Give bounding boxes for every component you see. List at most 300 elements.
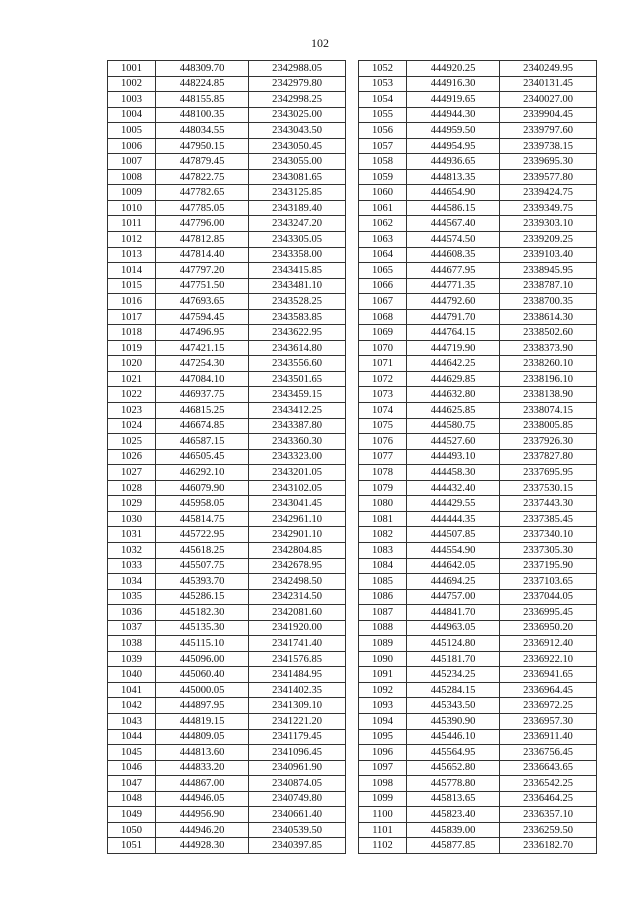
table-row <box>359 651 597 667</box>
x-coordinate-cell: 445564.95 <box>407 745 500 761</box>
table-row <box>108 760 346 776</box>
point-number-cell: 1097 <box>359 760 407 776</box>
y-coordinate-cell: 2343043.50 <box>249 123 346 139</box>
point-number-cell: 1016 <box>108 294 156 310</box>
y-coordinate-cell: 2337926.30 <box>500 434 597 450</box>
y-coordinate-cell: 2336957.30 <box>500 713 597 729</box>
point-number-cell: 1055 <box>359 107 407 123</box>
table-row <box>359 542 597 558</box>
y-coordinate-cell: 2343201.05 <box>249 465 346 481</box>
y-coordinate-cell: 2336643.65 <box>500 760 597 776</box>
point-number-cell: 1087 <box>359 605 407 621</box>
point-number-cell: 1067 <box>359 294 407 310</box>
table-row <box>359 76 597 92</box>
x-coordinate-cell: 444632.80 <box>407 387 500 403</box>
table-row <box>359 745 597 761</box>
point-number-cell: 1050 <box>108 822 156 838</box>
y-coordinate-cell: 2342961.10 <box>249 511 346 527</box>
x-coordinate-cell: 444791.70 <box>407 309 500 325</box>
y-coordinate-cell: 2341576.85 <box>249 651 346 667</box>
y-coordinate-cell: 2336542.25 <box>500 776 597 792</box>
y-coordinate-cell: 2336950.20 <box>500 620 597 636</box>
point-number-cell: 1054 <box>359 92 407 108</box>
table-row <box>359 263 597 279</box>
x-coordinate-cell: 448100.35 <box>156 107 249 123</box>
table-row <box>108 278 346 294</box>
x-coordinate-cell: 444936.65 <box>407 154 500 170</box>
y-coordinate-cell: 2338945.95 <box>500 263 597 279</box>
point-number-cell: 1092 <box>359 682 407 698</box>
x-coordinate-cell: 445096.00 <box>156 651 249 667</box>
point-number-cell: 1101 <box>359 822 407 838</box>
point-number-cell: 1062 <box>359 216 407 232</box>
point-number-cell: 1082 <box>359 527 407 543</box>
table-row <box>108 371 346 387</box>
y-coordinate-cell: 2338700.35 <box>500 294 597 310</box>
page-number: 102 <box>311 36 329 50</box>
point-number-cell: 1100 <box>359 807 407 823</box>
point-number-cell: 1078 <box>359 465 407 481</box>
point-number-cell: 1014 <box>108 263 156 279</box>
table-row <box>359 185 597 201</box>
table-row <box>359 667 597 683</box>
table-row <box>359 605 597 621</box>
y-coordinate-cell: 2341221.20 <box>249 713 346 729</box>
y-coordinate-cell: 2339695.30 <box>500 154 597 170</box>
table-row <box>359 138 597 154</box>
point-number-cell: 1057 <box>359 138 407 154</box>
x-coordinate-cell: 445618.25 <box>156 542 249 558</box>
x-coordinate-cell: 444809.05 <box>156 729 249 745</box>
point-number-cell: 1018 <box>108 325 156 341</box>
x-coordinate-cell: 445823.40 <box>407 807 500 823</box>
y-coordinate-cell: 2342988.05 <box>249 61 346 77</box>
table-row <box>359 574 597 590</box>
y-coordinate-cell: 2338260.10 <box>500 356 597 372</box>
table-row <box>108 542 346 558</box>
table-row <box>359 418 597 434</box>
point-number-cell: 1004 <box>108 107 156 123</box>
table-row <box>359 107 597 123</box>
point-number-cell: 1007 <box>108 154 156 170</box>
x-coordinate-cell: 447814.40 <box>156 247 249 263</box>
x-coordinate-cell: 444916.30 <box>407 76 500 92</box>
y-coordinate-cell: 2337695.95 <box>500 465 597 481</box>
x-coordinate-cell: 445877.85 <box>407 838 500 854</box>
point-number-cell: 1098 <box>359 776 407 792</box>
point-number-cell: 1058 <box>359 154 407 170</box>
point-number-cell: 1083 <box>359 542 407 558</box>
x-coordinate-cell: 444897.95 <box>156 698 249 714</box>
table-row <box>359 371 597 387</box>
table-row <box>359 776 597 792</box>
x-coordinate-cell: 444444.35 <box>407 511 500 527</box>
table-row <box>359 558 597 574</box>
coordinate-table-left <box>107 60 346 854</box>
y-coordinate-cell: 2336259.50 <box>500 822 597 838</box>
y-coordinate-cell: 2342998.25 <box>249 92 346 108</box>
point-number-cell: 1002 <box>108 76 156 92</box>
table-row <box>359 278 597 294</box>
y-coordinate-cell: 2337340.10 <box>500 527 597 543</box>
y-coordinate-cell: 2336972.25 <box>500 698 597 714</box>
y-coordinate-cell: 2340131.45 <box>500 76 597 92</box>
point-number-cell: 1015 <box>108 278 156 294</box>
point-number-cell: 1060 <box>359 185 407 201</box>
x-coordinate-cell: 445284.15 <box>407 682 500 698</box>
table-row <box>108 822 346 838</box>
y-coordinate-cell: 2336912.40 <box>500 636 597 652</box>
x-coordinate-cell: 445000.05 <box>156 682 249 698</box>
point-number-cell: 1080 <box>359 496 407 512</box>
y-coordinate-cell: 2343360.30 <box>249 434 346 450</box>
x-coordinate-cell: 444833.20 <box>156 760 249 776</box>
table-row <box>359 698 597 714</box>
point-number-cell: 1006 <box>108 138 156 154</box>
x-coordinate-cell: 444764.15 <box>407 325 500 341</box>
y-coordinate-cell: 2343556.60 <box>249 356 346 372</box>
x-coordinate-cell: 444586.15 <box>407 200 500 216</box>
x-coordinate-cell: 447785.05 <box>156 200 249 216</box>
point-number-cell: 1049 <box>108 807 156 823</box>
y-coordinate-cell: 2339303.10 <box>500 216 597 232</box>
x-coordinate-cell: 444867.00 <box>156 776 249 792</box>
table-row <box>359 449 597 465</box>
table-row <box>108 434 346 450</box>
x-coordinate-cell: 444959.50 <box>407 123 500 139</box>
y-coordinate-cell: 2337305.30 <box>500 542 597 558</box>
x-coordinate-cell: 444920.25 <box>407 61 500 77</box>
table-row <box>108 713 346 729</box>
table-row <box>359 682 597 698</box>
table-row <box>359 403 597 419</box>
y-coordinate-cell: 2342804.85 <box>249 542 346 558</box>
y-coordinate-cell: 2336964.45 <box>500 682 597 698</box>
y-coordinate-cell: 2338138.90 <box>500 387 597 403</box>
table-row <box>359 465 597 481</box>
point-number-cell: 1031 <box>108 527 156 543</box>
y-coordinate-cell: 2337530.15 <box>500 480 597 496</box>
y-coordinate-cell: 2343323.00 <box>249 449 346 465</box>
y-coordinate-cell: 2343102.05 <box>249 480 346 496</box>
point-number-cell: 1012 <box>108 232 156 248</box>
y-coordinate-cell: 2340397.85 <box>249 838 346 854</box>
y-coordinate-cell: 2336995.45 <box>500 605 597 621</box>
point-number-cell: 1074 <box>359 403 407 419</box>
x-coordinate-cell: 445813.65 <box>407 791 500 807</box>
x-coordinate-cell: 445182.30 <box>156 605 249 621</box>
point-number-cell: 1086 <box>359 589 407 605</box>
x-coordinate-cell: 447084.10 <box>156 371 249 387</box>
y-coordinate-cell: 2340961.90 <box>249 760 346 776</box>
y-coordinate-cell: 2338074.15 <box>500 403 597 419</box>
point-number-cell: 1032 <box>108 542 156 558</box>
table-row <box>359 169 597 185</box>
x-coordinate-cell: 445446.10 <box>407 729 500 745</box>
x-coordinate-cell: 444429.55 <box>407 496 500 512</box>
table-row <box>359 791 597 807</box>
point-number-cell: 1003 <box>108 92 156 108</box>
x-coordinate-cell: 445722.95 <box>156 527 249 543</box>
x-coordinate-cell: 446815.25 <box>156 403 249 419</box>
point-number-cell: 1026 <box>108 449 156 465</box>
point-number-cell: 1068 <box>359 309 407 325</box>
table-row <box>108 667 346 683</box>
y-coordinate-cell: 2337443.30 <box>500 496 597 512</box>
table-row <box>359 620 597 636</box>
y-coordinate-cell: 2343501.65 <box>249 371 346 387</box>
x-coordinate-cell: 448034.55 <box>156 123 249 139</box>
x-coordinate-cell: 444432.40 <box>407 480 500 496</box>
x-coordinate-cell: 445181.70 <box>407 651 500 667</box>
y-coordinate-cell: 2339904.45 <box>500 107 597 123</box>
point-number-cell: 1081 <box>359 511 407 527</box>
point-number-cell: 1099 <box>359 791 407 807</box>
x-coordinate-cell: 444654.90 <box>407 185 500 201</box>
x-coordinate-cell: 444841.70 <box>407 605 500 621</box>
table-row <box>108 325 346 341</box>
point-number-cell: 1035 <box>108 589 156 605</box>
x-coordinate-cell: 445839.00 <box>407 822 500 838</box>
x-coordinate-cell: 444956.90 <box>156 807 249 823</box>
x-coordinate-cell: 445060.40 <box>156 667 249 683</box>
y-coordinate-cell: 2337195.90 <box>500 558 597 574</box>
table-row <box>108 403 346 419</box>
table-row <box>108 61 346 77</box>
table-row <box>359 760 597 776</box>
table-row <box>108 247 346 263</box>
table-row <box>359 200 597 216</box>
y-coordinate-cell: 2341096.45 <box>249 745 346 761</box>
x-coordinate-cell: 444813.60 <box>156 745 249 761</box>
table-row <box>108 729 346 745</box>
table-row <box>359 247 597 263</box>
point-number-cell: 1025 <box>108 434 156 450</box>
point-number-cell: 1053 <box>359 76 407 92</box>
table-row <box>108 418 346 434</box>
y-coordinate-cell: 2341484.95 <box>249 667 346 683</box>
x-coordinate-cell: 447796.00 <box>156 216 249 232</box>
table-row <box>359 294 597 310</box>
point-number-cell: 1037 <box>108 620 156 636</box>
point-number-cell: 1075 <box>359 418 407 434</box>
table-row <box>359 589 597 605</box>
table-row <box>359 822 597 838</box>
table-row <box>359 480 597 496</box>
x-coordinate-cell: 448224.85 <box>156 76 249 92</box>
table-row <box>108 776 346 792</box>
table-row <box>359 807 597 823</box>
table-row <box>359 232 597 248</box>
x-coordinate-cell: 445286.15 <box>156 589 249 605</box>
x-coordinate-cell: 444554.90 <box>407 542 500 558</box>
y-coordinate-cell: 2336922.10 <box>500 651 597 667</box>
table-row <box>108 216 346 232</box>
x-coordinate-cell: 445958.05 <box>156 496 249 512</box>
y-coordinate-cell: 2336756.45 <box>500 745 597 761</box>
point-number-cell: 1044 <box>108 729 156 745</box>
y-coordinate-cell: 2336464.25 <box>500 791 597 807</box>
point-number-cell: 1088 <box>359 620 407 636</box>
point-number-cell: 1005 <box>108 123 156 139</box>
x-coordinate-cell: 445115.10 <box>156 636 249 652</box>
point-number-cell: 1102 <box>359 838 407 854</box>
x-coordinate-cell: 444954.95 <box>407 138 500 154</box>
x-coordinate-cell: 444608.35 <box>407 247 500 263</box>
point-number-cell: 1077 <box>359 449 407 465</box>
y-coordinate-cell: 2342498.50 <box>249 574 346 590</box>
table-row <box>359 387 597 403</box>
point-number-cell: 1022 <box>108 387 156 403</box>
coordinate-table-right <box>358 60 597 854</box>
y-coordinate-cell: 2343583.85 <box>249 309 346 325</box>
table-row <box>108 309 346 325</box>
x-coordinate-cell: 444771.35 <box>407 278 500 294</box>
table-row <box>359 309 597 325</box>
y-coordinate-cell: 2343041.45 <box>249 496 346 512</box>
point-number-cell: 1071 <box>359 356 407 372</box>
y-coordinate-cell: 2343189.40 <box>249 200 346 216</box>
y-coordinate-cell: 2343614.80 <box>249 340 346 356</box>
y-coordinate-cell: 2343415.85 <box>249 263 346 279</box>
table-row <box>359 838 597 854</box>
x-coordinate-cell: 444813.35 <box>407 169 500 185</box>
table-row <box>359 61 597 77</box>
y-coordinate-cell: 2343481.10 <box>249 278 346 294</box>
x-coordinate-cell: 447879.45 <box>156 154 249 170</box>
y-coordinate-cell: 2343305.05 <box>249 232 346 248</box>
table-row <box>108 636 346 652</box>
y-coordinate-cell: 2340874.05 <box>249 776 346 792</box>
table-row <box>108 605 346 621</box>
y-coordinate-cell: 2338373.90 <box>500 340 597 356</box>
point-number-cell: 1042 <box>108 698 156 714</box>
y-coordinate-cell: 2338614.30 <box>500 309 597 325</box>
y-coordinate-cell: 2343412.25 <box>249 403 346 419</box>
table-row <box>108 745 346 761</box>
table-row <box>359 154 597 170</box>
point-number-cell: 1066 <box>359 278 407 294</box>
x-coordinate-cell: 444493.10 <box>407 449 500 465</box>
x-coordinate-cell: 444642.05 <box>407 558 500 574</box>
y-coordinate-cell: 2341402.35 <box>249 682 346 698</box>
x-coordinate-cell: 447693.65 <box>156 294 249 310</box>
x-coordinate-cell: 445778.80 <box>407 776 500 792</box>
point-number-cell: 1046 <box>108 760 156 776</box>
point-number-cell: 1079 <box>359 480 407 496</box>
point-number-cell: 1009 <box>108 185 156 201</box>
table-row <box>108 527 346 543</box>
x-coordinate-cell: 444963.05 <box>407 620 500 636</box>
table-row <box>359 325 597 341</box>
x-coordinate-cell: 444625.85 <box>407 403 500 419</box>
x-coordinate-cell: 444757.00 <box>407 589 500 605</box>
x-coordinate-cell: 445507.75 <box>156 558 249 574</box>
x-coordinate-cell: 444567.40 <box>407 216 500 232</box>
point-number-cell: 1094 <box>359 713 407 729</box>
x-coordinate-cell: 446674.85 <box>156 418 249 434</box>
x-coordinate-cell: 447822.75 <box>156 169 249 185</box>
point-number-cell: 1096 <box>359 745 407 761</box>
y-coordinate-cell: 2339424.75 <box>500 185 597 201</box>
y-coordinate-cell: 2336357.10 <box>500 807 597 823</box>
table-row <box>108 465 346 481</box>
x-coordinate-cell: 445652.80 <box>407 760 500 776</box>
table-row <box>359 496 597 512</box>
x-coordinate-cell: 448309.70 <box>156 61 249 77</box>
point-number-cell: 1090 <box>359 651 407 667</box>
point-number-cell: 1064 <box>359 247 407 263</box>
y-coordinate-cell: 2336941.65 <box>500 667 597 683</box>
x-coordinate-cell: 445814.75 <box>156 511 249 527</box>
table-row <box>108 620 346 636</box>
x-coordinate-cell: 444574.50 <box>407 232 500 248</box>
table-row <box>359 216 597 232</box>
y-coordinate-cell: 2343125.85 <box>249 185 346 201</box>
y-coordinate-cell: 2338196.10 <box>500 371 597 387</box>
table-row <box>359 511 597 527</box>
point-number-cell: 1052 <box>359 61 407 77</box>
x-coordinate-cell: 447797.20 <box>156 263 249 279</box>
y-coordinate-cell: 2343081.65 <box>249 169 346 185</box>
y-coordinate-cell: 2343055.00 <box>249 154 346 170</box>
x-coordinate-cell: 446079.90 <box>156 480 249 496</box>
table-row <box>108 294 346 310</box>
point-number-cell: 1011 <box>108 216 156 232</box>
point-number-cell: 1085 <box>359 574 407 590</box>
point-number-cell: 1040 <box>108 667 156 683</box>
point-number-cell: 1033 <box>108 558 156 574</box>
y-coordinate-cell: 2336911.40 <box>500 729 597 745</box>
y-coordinate-cell: 2339209.25 <box>500 232 597 248</box>
point-number-cell: 1045 <box>108 745 156 761</box>
point-number-cell: 1084 <box>359 558 407 574</box>
x-coordinate-cell: 444928.30 <box>156 838 249 854</box>
x-coordinate-cell: 447751.50 <box>156 278 249 294</box>
table-row <box>108 107 346 123</box>
table-row <box>108 791 346 807</box>
x-coordinate-cell: 444458.30 <box>407 465 500 481</box>
x-coordinate-cell: 445390.90 <box>407 713 500 729</box>
point-number-cell: 1021 <box>108 371 156 387</box>
point-number-cell: 1051 <box>108 838 156 854</box>
y-coordinate-cell: 2341309.10 <box>249 698 346 714</box>
table-row <box>108 138 346 154</box>
y-coordinate-cell: 2343528.25 <box>249 294 346 310</box>
table-row <box>108 511 346 527</box>
x-coordinate-cell: 446937.75 <box>156 387 249 403</box>
x-coordinate-cell: 447594.45 <box>156 309 249 325</box>
y-coordinate-cell: 2336182.70 <box>500 838 597 854</box>
x-coordinate-cell: 444946.20 <box>156 822 249 838</box>
table-row <box>108 807 346 823</box>
x-coordinate-cell: 444694.25 <box>407 574 500 590</box>
x-coordinate-cell: 447950.15 <box>156 138 249 154</box>
point-number-cell: 1029 <box>108 496 156 512</box>
y-coordinate-cell: 2338787.10 <box>500 278 597 294</box>
y-coordinate-cell: 2343358.00 <box>249 247 346 263</box>
y-coordinate-cell: 2340749.80 <box>249 791 346 807</box>
table-row <box>108 574 346 590</box>
x-coordinate-cell: 447254.30 <box>156 356 249 372</box>
table-row <box>108 496 346 512</box>
point-number-cell: 1093 <box>359 698 407 714</box>
y-coordinate-cell: 2341179.45 <box>249 729 346 745</box>
table-row <box>108 92 346 108</box>
point-number-cell: 1056 <box>359 123 407 139</box>
table-row <box>359 636 597 652</box>
y-coordinate-cell: 2339738.15 <box>500 138 597 154</box>
